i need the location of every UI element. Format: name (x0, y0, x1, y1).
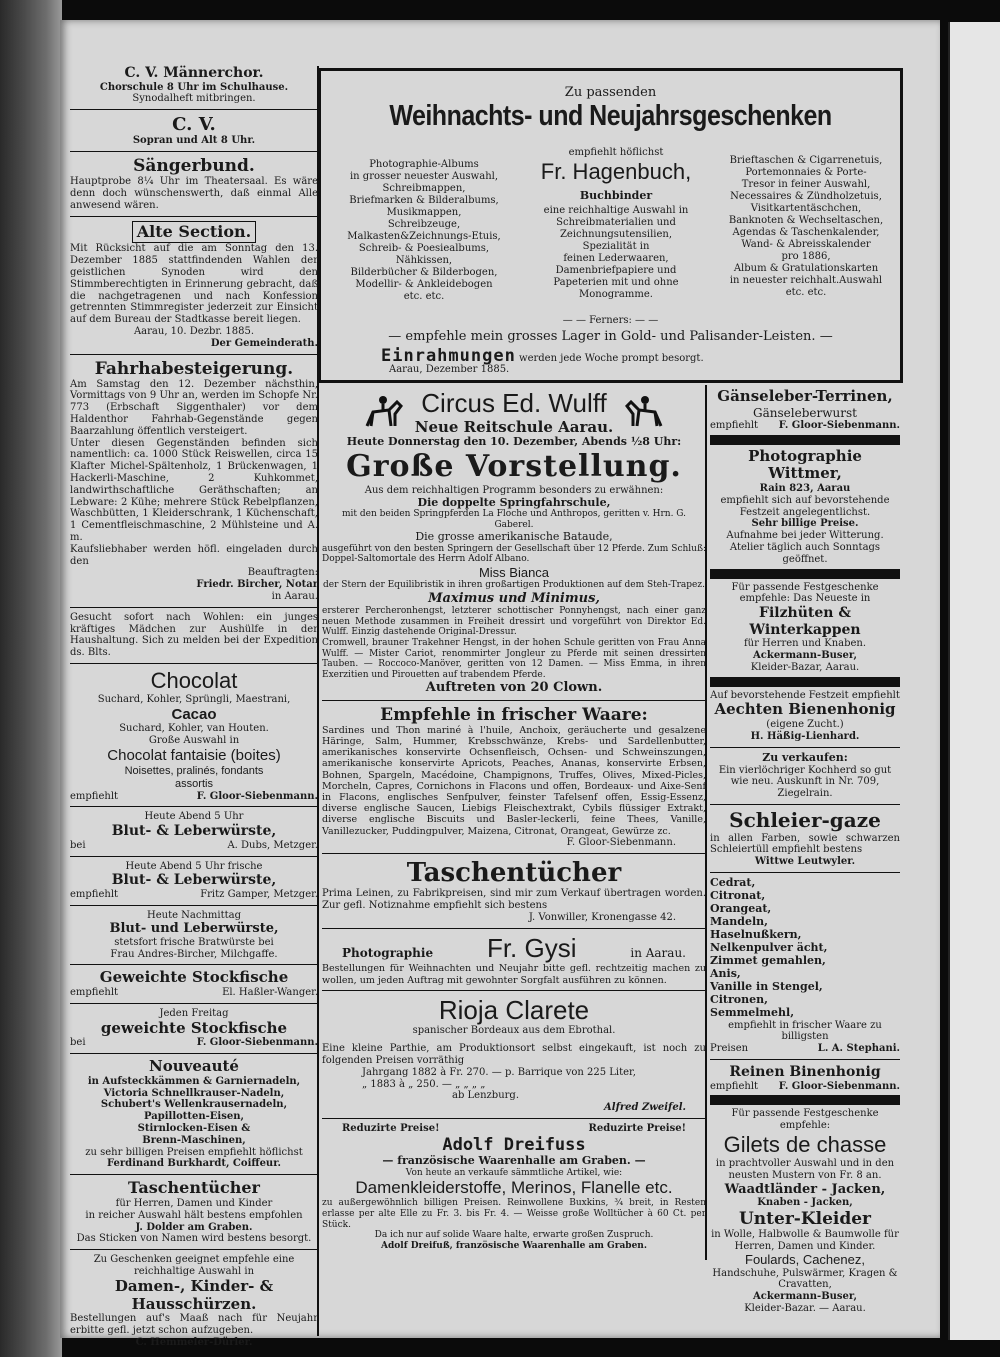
honig-title: Aechten Bienenhonig (714, 700, 896, 719)
topad-right-item: Agendas & Taschenkalender, (732, 227, 880, 238)
blut1-title: Blut- & Leberwürste, (111, 823, 277, 840)
column-middle (322, 388, 706, 1252)
filz-text: Kleider-Bazar, Aarau. (750, 661, 860, 673)
topad-right-item: Necessaires & Zündholzetuis, (730, 191, 882, 202)
honig-text: (eigene Zucht.) (766, 719, 844, 731)
tuecher-text: Prima Leinen, zu Fabrikpreisen, sind mir zum Verkauf übertragen worden. Zur gefl. Notiznahme empfiehlt sich bestens (322, 888, 706, 912)
topad-left-item: Photographie-Albums (369, 159, 479, 170)
gaense-sub: Gänseleberwurst (753, 405, 857, 420)
topad-head2: Weihnachts- und Neujahrsgeschenken (389, 99, 832, 133)
gewuerz-right: L. A. Stephani. (817, 1043, 900, 1055)
topad-right-item: Album & Gratulationskarten (733, 263, 879, 274)
schuerzen-title: Hausschürzen. (131, 1294, 257, 1313)
gewuerz-list (710, 877, 900, 1020)
filz-text: Ackermann-Buser, (753, 650, 857, 662)
gilets-text: in prachtvoller Auswahl und in den neusten Mustern von Fr. 8 an. (715, 1157, 895, 1181)
circus-text: Aus dem reichhaltigen Programm besonders zu erwähnen: (364, 484, 664, 496)
topad-left-item: Malkasten&Zeichnungs-Etuis, (347, 231, 501, 242)
taschentuecher-line: Das Sticken von Namen wird bestens besorgt. (76, 1233, 312, 1245)
saengerbund-text: Hauptprobe 8¼ Uhr im Theatersaal. Es wäre denn doch wünschenswerth, daß einmal Alle anwesend wären. (70, 176, 318, 211)
divider-bar (710, 435, 900, 445)
gesucht-text: Gesucht sofort nach Wohlen: ein junges kräftiges Mädchen zur Aushülfe in der Haushaltung. Sich zu melden bei der Expedition ds. Blts. (70, 611, 318, 659)
chocolat-title: Chocolat (150, 668, 238, 693)
fahrhabe-text: Kaufsliebhaber werden höfl. eingeladen durch den (70, 543, 318, 567)
chocolat-left: empfiehlt (70, 790, 119, 802)
blut1-pre: Heute Abend 5 Uhr (144, 811, 244, 823)
dreifuss-big: Damenkleiderstoffe, Merinos, Flanelle etc. (355, 1178, 673, 1198)
topad-einrahmungen-suffix: werden jede Woche prompt besorgt. (519, 353, 704, 364)
dreifuss-sub: — französische Waarenhalle am Graben. — (382, 1153, 646, 1167)
schleier-text: in allen Farben, sowie schwarzen Schleiertüll empfiehlt bestens (710, 832, 900, 856)
binen-right: F. Gloor-Siebenmann. (778, 1080, 900, 1092)
topad-right-item: etc. etc. (785, 287, 827, 298)
rioja-text: „ 1883 à „ 250. — „ „ „ „ (362, 1078, 486, 1090)
blut3-line: Frau Andres-Bircher, Milchgaffe. (110, 948, 278, 960)
stockfische1-title: Geweichte Stockfische (99, 968, 289, 987)
blut1-right: A. Dubs, Metzger. (227, 839, 318, 851)
gaense-left: empfiehlt (710, 419, 759, 431)
circus-sub: Neue Reitschule Aarau. (414, 417, 614, 436)
nouveaute-line: zu sehr billigen Preisen empfiehlt höflichst (85, 1146, 303, 1158)
photo-text: empfiehlt sich auf bevorstehende Festzeit angelegentlichst. (720, 494, 890, 518)
topad-left-item: Schreibmappen, (382, 183, 466, 194)
topad-center-list (516, 205, 716, 301)
filz-pre: Für passende Festgeschenke empfehle: Das Neueste in (731, 581, 879, 605)
fahrhabe-text: Unter diesen Gegenständen befinden sich namentlich: ca. 1000 Stück Reiswellen, circa 15 Klafter Michel-Spältenholz, 1 Brückenwagen, 1 Hackerli-Maschine, 2 Kuhkommet, landwirthschaftliche Geräthschaften; an Lebware: 2 Kühe; mehrere Stück Rebelpflanzen, Waschbütten, 1 Kleiderschrank, 1 Küchenschaft, 1 Cementfleischmaschine, 2 Mühlsteine und A. m. (70, 437, 318, 544)
topad-right-item: in neuester reichhalt.Auswahl (729, 275, 883, 286)
gewuerz-item: Nelkenpulver ächt, (710, 940, 828, 954)
dreifuss-name: Adolf Dreifuss (442, 1134, 586, 1155)
honig-signature: H. Häßig-Lienhard. (750, 730, 860, 742)
cacao-brands: Suchard, Kohler, van Houten. (119, 723, 269, 735)
waadt-title: Waadtländer - Jacken, (724, 1181, 886, 1197)
topad-right-item: Banknoten & Wechseltaschen, (728, 215, 884, 226)
unter-text: Foulards, Cachenez, (745, 1252, 865, 1268)
nouveaute-signature: Ferdinand Burkhardt, Coiffeur. (106, 1158, 282, 1170)
circus-text: Cromwell, brauner Trakehner Hengst, in der hohen Schule geritten von Frau Anna Wulff. — Mister Cariot, renommirter Jongleur zu Pferde mit seinen dressirten Tauben. — Roccoco-Manöver, geritten von 12 Damen. — Miss Emma, in ihren Exerzitien und Pirouetten auf trabendem Pferde. (322, 637, 706, 680)
topad-right-list (711, 155, 901, 299)
gewuerz-item: Citronen, (710, 992, 768, 1006)
dreifuss-left: Reduzirte Preise! (342, 1123, 440, 1135)
rioja-text: ab Lenzburg. (452, 1090, 520, 1102)
gilets-title: Gilets de chasse (723, 1131, 887, 1157)
filz-title: Filzhüten & Winterkappen (749, 605, 861, 638)
alte-section-signature: Der Gemeinderath. (210, 337, 318, 349)
topad-right-item: Tresor in feiner Auswahl, (741, 179, 871, 190)
topad-right-item: Brieftaschen & Cigarrenetuis, (729, 155, 883, 166)
blut1-left: bei (70, 839, 86, 851)
cv-title: C. V. (172, 114, 216, 136)
topad-date: Aarau, Dezember 1885. (389, 364, 510, 375)
divider-bar (710, 1095, 900, 1105)
topad-center-item: Schreibmaterialien und (556, 217, 676, 228)
taschentuecher-line: in reicher Auswahl hält bestens empfohlen (85, 1209, 303, 1221)
topad-right-item: Wand- & Abreisskalender (741, 239, 871, 250)
dreifuss-right: Reduzirte Preise! (588, 1123, 686, 1135)
topad-left-item: Nähkissen, (395, 255, 453, 266)
nouveaute-line: Schubert's Wellenkrausernadeln, (100, 1099, 288, 1111)
circus-text: Die grosse amerikanische Bataude, (415, 529, 613, 543)
circus-text: Miss Bianca (478, 564, 550, 580)
unter-text: Kleider-Bazar. — Aarau. (744, 1303, 866, 1315)
gewuerz-item: Mandeln, (710, 914, 768, 928)
maennerchor-line: Chorschule 8 Uhr im Schulhause. (99, 81, 289, 93)
topad-einrahmungen: Einrahmungen (381, 346, 516, 366)
waare-signature: F. Gloor-Siebenmann. (566, 836, 676, 848)
nouveaute-line: Victoria Schnellkrauser-Nadeln, (103, 1087, 285, 1099)
photo-text: Atelier täglich auch Sonntags geöffnet. (729, 542, 881, 565)
kauf-text: Ein vierlöchriger Kochherd so gut wie neu. Auskunft in Nr. 709, Ziegelrain. (718, 764, 892, 800)
dreifuss-text: zu außergewöhnlich billigen Preisen. Reinwollene Buxkins, ¾ breit, in Resten erlasse per alte Elle zu Fr. 3. bis Fr. 4. — Weisse große Wolltücher à 60 Ct. per Stück. (322, 1198, 706, 1230)
circus-text: mit den beiden Springpferden La Floche und Anthropos, geritten v. Hrn. G. Gaberel. (341, 509, 687, 531)
rioja-sub: spanischer Bordeaux aus dem Ebrothal. (412, 1025, 616, 1037)
taschentuecher-line: J. Dolder am Graben. (135, 1221, 253, 1233)
unter-text: Ackermann-Buser, (753, 1291, 857, 1303)
nouveaute-line: in Aufsteckkämmen & Garniernadeln, (87, 1075, 301, 1087)
gewuerz-item: Anis, (710, 966, 741, 980)
topad-head1: Zu passenden (564, 85, 657, 100)
stockfische2-right: F. Gloor-Siebenmann. (196, 1037, 318, 1049)
cacao-title: Cacao (171, 705, 217, 723)
alte-section-title: Alte Section. (132, 221, 256, 244)
topad-right-item: pro 1886, (781, 251, 831, 262)
photo-text: Rain 823, Aarau (759, 483, 851, 495)
topad-left-item: Bilderbücher & Bilderbogen, (350, 267, 498, 278)
photo-text: Aufnahme bei jeder Witterung. (726, 530, 884, 542)
fahrhabe-signature: Friedr. Bircher, Notar (196, 579, 318, 591)
circus-text: der Stern der Equilibristik in ihren großartigen Produktionen auf dem Steh-Trapez. (323, 580, 705, 591)
circus-text: Maximus und Minimus, (428, 590, 600, 606)
topad-center-name: Fr. Hagenbuch, (540, 159, 692, 184)
blut3-line: stetsfort frische Bratwürste bei (114, 936, 274, 948)
rioja-title: Rioja Clarete (438, 994, 590, 1025)
column-left (70, 65, 318, 1349)
hagenbuch-ad (318, 68, 903, 383)
saengerbund-title: Sängerbund. (133, 156, 255, 177)
schuerzen-pre: Zu Geschenken geeignet empfehle eine reichhaltige Auswahl in (93, 1254, 295, 1278)
waadt-sub: Knaben - Jacken, (757, 1196, 853, 1208)
binen-left: empfiehlt (710, 1080, 759, 1092)
chocolat-fantaisie: Chocolat fantaisie (boites) (107, 747, 281, 765)
binen-title: Reinen Binenhonig (729, 1064, 881, 1081)
chocolat-right: F. Gloor-Siebenmann. (196, 790, 318, 802)
rioja-signature: Alfred Zweifel. (604, 1102, 686, 1114)
topad-center-item: Papeterien mit und ohne (553, 277, 679, 288)
divider-bar (710, 569, 900, 579)
cacao-line: Große Auswahl in (148, 735, 240, 747)
rioja-text: Jahrgang 1882 à Fr. 270. — p. Barrique von 225 Liter, (362, 1066, 636, 1078)
chocolat-line: Noisettes, pralinés, fondants (124, 764, 264, 777)
nouveaute-line: Stirnlocken-Eisen & (137, 1123, 251, 1135)
gewuerz-text: empfiehlt in frischer Waare zu billigsten (728, 1019, 882, 1043)
rioja-text: Eine kleine Parthie, am Produktionsort selbst eingekauft, ist noch zu folgenden Preisen vorräthig (322, 1043, 706, 1067)
unter-title: Unter-Kleider (738, 1208, 872, 1229)
kauf-title: Zu verkaufen: (762, 750, 848, 764)
schleier-title: Schleier-gaze (729, 808, 881, 833)
topad-left-item: Modellir- & Ankleidebogen (355, 279, 493, 290)
topad-center-pre: empfiehlt höflichst (568, 147, 664, 158)
topad-center-item: feinen Lederwaaren, (563, 253, 669, 264)
circus-text: Die doppelte Springfahrschule, (417, 495, 611, 509)
topad-center-item: Monogramme. (579, 289, 653, 300)
gewuerz-item: Vanille in Stengel, (710, 979, 823, 993)
topad-left-list (329, 159, 519, 303)
gewuerz-item: Citronat, (710, 889, 766, 902)
stockfische2-pre: Jeden Freitag (159, 1007, 229, 1019)
tuecher-signature: J. Vonwiller, Kronengasse 42. (528, 911, 676, 923)
nouveaute-title: Nouveauté (149, 1057, 239, 1076)
circus-text: ausgeführt von den besten Springern der Gesellschaft über 12 Pferde. Zum Schluß: Doppel-Saltomortale des Herrn Adolf Albano. (322, 543, 706, 565)
circus-big: Große Vorstellung. (346, 449, 682, 485)
gewuerz-item: Semmelmehl, (710, 1005, 795, 1019)
topad-center-trade: Buchbinder (579, 189, 653, 202)
gysi-text: Bestellungen für Weihnachten und Neujahr bitte gefl. rechtzeitig machen zu wollen, um jeden Auftrag mit gewohnter Sorgfalt ausführen zu können. (322, 963, 706, 986)
schleier-signature: Wittwe Leutwyler. (754, 856, 856, 868)
topad-lager: — empfehle mein grosses Lager in Gold- und Palisander-Leisten. — (388, 329, 833, 344)
schuerzen-title: Damen-, Kinder- & (114, 1276, 274, 1295)
fahrhabe-signature: in Aarau. (271, 591, 318, 603)
topad-left-item: Musikmappen, (386, 207, 462, 218)
maennerchor-line: Synodalheft mitbringen. (132, 93, 256, 105)
honig-pre: Auf bevorstehende Festzeit empfiehlt (710, 689, 900, 701)
gysi-header (322, 933, 706, 964)
stockfische2-title: geweichte Stockfische (100, 1018, 288, 1037)
dreifuss-text: Da ich nur auf solide Waare halte, erwarte großen Zuspruch. (374, 1230, 654, 1241)
gewuerz-item: Orangeat, (710, 901, 772, 915)
filz-text: für Herren und Knaben. (743, 638, 867, 650)
gilets-pre: Für passende Festgeschenke empfehle: (731, 1108, 879, 1132)
topad-left-item: Schreibzeuge, (387, 219, 461, 230)
gaense-right: F. Gloor-Siebenmann. (778, 419, 900, 431)
horse-rider-icon (359, 390, 407, 434)
next-page-edge (948, 22, 1000, 1340)
unter-text: Handschuhe, Pulswärmer, Kragen & Cravatten, (712, 1267, 898, 1291)
circus-text: Auftreten von 20 Clown. (425, 680, 603, 696)
unter-text: in Wolle, Halbwolle & Baumwolle für Herren, Damen und Kinder. (711, 1228, 899, 1252)
fahrhabe-signature: Beauftragten: (247, 567, 318, 579)
circus-title: Circus Ed. Wulff (421, 388, 607, 418)
topad-left-item: in grosser neuester Auswahl, (349, 171, 499, 182)
topad-left-item: Schreib- & Poesiealbums, (358, 243, 490, 254)
photo-text: Sehr billige Preise. (751, 518, 859, 530)
topad-left-item: Briefmarken & Bilderalbums, (349, 195, 499, 206)
topad-left-item: etc. etc. (403, 291, 445, 302)
blut2-pre: Heute Abend 5 Uhr frische (125, 860, 263, 872)
stockfische1-left: empfiehlt (70, 987, 119, 999)
blut3-title: Blut- und Leberwürste, (109, 921, 279, 937)
fahrhabe-text: Am Samstag den 12. Dezember nächsthin, Vormittags von 9 Uhr an, werden im Schopfe Nr. 773 (Erbschaft Siggenthaler) vor dem Haldenthor Fahrhab-Gegenstände gegen Baarzahlung öffentlich versteigert. (70, 378, 318, 437)
nouveaute-line: Brenn-Maschinen, (142, 1134, 246, 1146)
topad-right-item: Portemonnaies & Porte- (745, 167, 867, 178)
topad-center-item: eine reichhaltige Auswahl in (543, 205, 689, 216)
nouveaute-line: Papillotten-Eisen, (144, 1111, 244, 1123)
gewuerz-item: Zimmet gemahlen, (710, 953, 826, 967)
chocolat-line: assortis (175, 777, 213, 790)
gysi-left: Photographie (342, 945, 434, 960)
gysi-name: Fr. Gysi (486, 932, 577, 963)
gewuerz-item: Cedrat, (710, 876, 756, 890)
alte-section-text: Mit Rücksicht auf die am Sonntag den 13. Dezember 1885 stattfindenden Wahlen der geistlichen Synoden wird den Stimmberechtigten in Erinnerung gebracht, daß die nachgetragenen und nach Konfession getrennten Stimmregister jederzeit zur Einsicht auf dem Bureau der Stadtkasse bereit liegen. (70, 243, 318, 326)
gysi-right: in Aarau. (630, 945, 686, 960)
schuerzen-text: Bestellungen auf's Maaß nach für Neujahr erbitte gefl. jetzt schon aufzugeben. (70, 1313, 318, 1337)
topad-center-item: Spezialität in (582, 241, 650, 252)
topad-center-item: Zeichnungsutensilien, (559, 229, 673, 240)
topad-ferners: — — Ferners: — — (562, 315, 659, 326)
column-right (710, 388, 900, 1315)
gaense-title: Gänseleber-Terrinen, (717, 387, 893, 405)
taschentuecher-line: für Herren, Damen und Kinder (115, 1198, 273, 1210)
waare-title: Empfehle in frischer Waare: (380, 704, 648, 725)
blut2-title: Blut- & Leberwürste, (111, 872, 277, 889)
gewuerz-left: Preisen (710, 1043, 749, 1055)
blut2-left: empfiehlt (70, 888, 119, 900)
dreifuss-signature: Adolf Dreifuß, französische Waarenhalle am Graben. (381, 1240, 647, 1251)
circus-text: ersterer Percheronhengst, letzterer schottischer Ponnyhengst, nach einer ganz neuen Methode zusammen in Freiheit dressirt und vorgeführt von Direktor Ed. Wulff. Einzig dastehende Original-Dressur. (322, 606, 706, 638)
book-spine (0, 0, 62, 1357)
circus-header (322, 388, 706, 436)
schuerzen-signature: C. Hemmeler-Dürler. (135, 1336, 253, 1348)
chocolat-brands: Suchard, Kohler, Sprüngli, Maestrani, (97, 693, 291, 705)
topad-right-item: Visitkartentäschchen, (750, 203, 862, 214)
stockfische1-right: El. Haßler-Wanger. (222, 987, 318, 999)
circus-date: Heute Donnerstag den 10. Dezember, Abends ½8 Uhr: (346, 435, 682, 449)
horse-rider-icon (621, 390, 669, 434)
cv-line: Sopran und Alt 8 Uhr. (132, 135, 256, 147)
blut3-pre: Heute Nachmittag (146, 909, 242, 921)
maennerchor-title: C. V. Männerchor. (124, 65, 264, 81)
tuecher-title: Taschentücher (406, 857, 622, 888)
alte-section-date: Aarau, 10. Dezbr. 1885. (133, 326, 255, 338)
taschentuecher-title: Taschentücher (128, 1178, 260, 1198)
divider-bar (710, 677, 900, 687)
topad-center-item: Damenbriefpapiere und (555, 265, 677, 276)
dreifuss-text: Von heute an verkaufe sämmtliche Artikel, wie: (405, 1167, 623, 1178)
stockfische2-left: bei (70, 1037, 86, 1049)
blut2-right: Fritz Gamper, Metzger. (200, 888, 318, 900)
gewuerz-item: Haselnußkern, (710, 927, 802, 941)
waare-text: Sardines und Thon mariné à l'huile, Anchoix, geräucherte und gesalzene Häringe, Salm, Hummer, Krebsschwänze, Krebs- und Sardellenbutter, amerikanisches konservirte Ochsenfleisch, Ochsen- und Schweinszungen, amerikanische konservirte Apricots, Peaches, Ananas, konservirte Erbsen, Bohnen, Spargeln, Macédoine, Champignons, Truffes, Olives, Mixed-Picles, Morcheln, Capres, Cornichons in Flacons und offen, Bordeaux- und Aixe-Senf in Flacons, englisches Senfpulver, feinster Tafelsenf offen, Essig-Essenz, diverse englische Saucen, Liebigs Fleischextrakt, Cybils flüssiger Extrakt, diverse englische Biscuits und Basler-leckerli, feine Thees, Vanille, Vanillezucker, Puddingpulver, Maizena, Citronat, Orangeat, Gewürze zc. (322, 724, 706, 837)
photo-title: Photographie Wittmer, (748, 446, 862, 483)
fahrhabe-title: Fahrhabesteigerung. (94, 358, 294, 379)
